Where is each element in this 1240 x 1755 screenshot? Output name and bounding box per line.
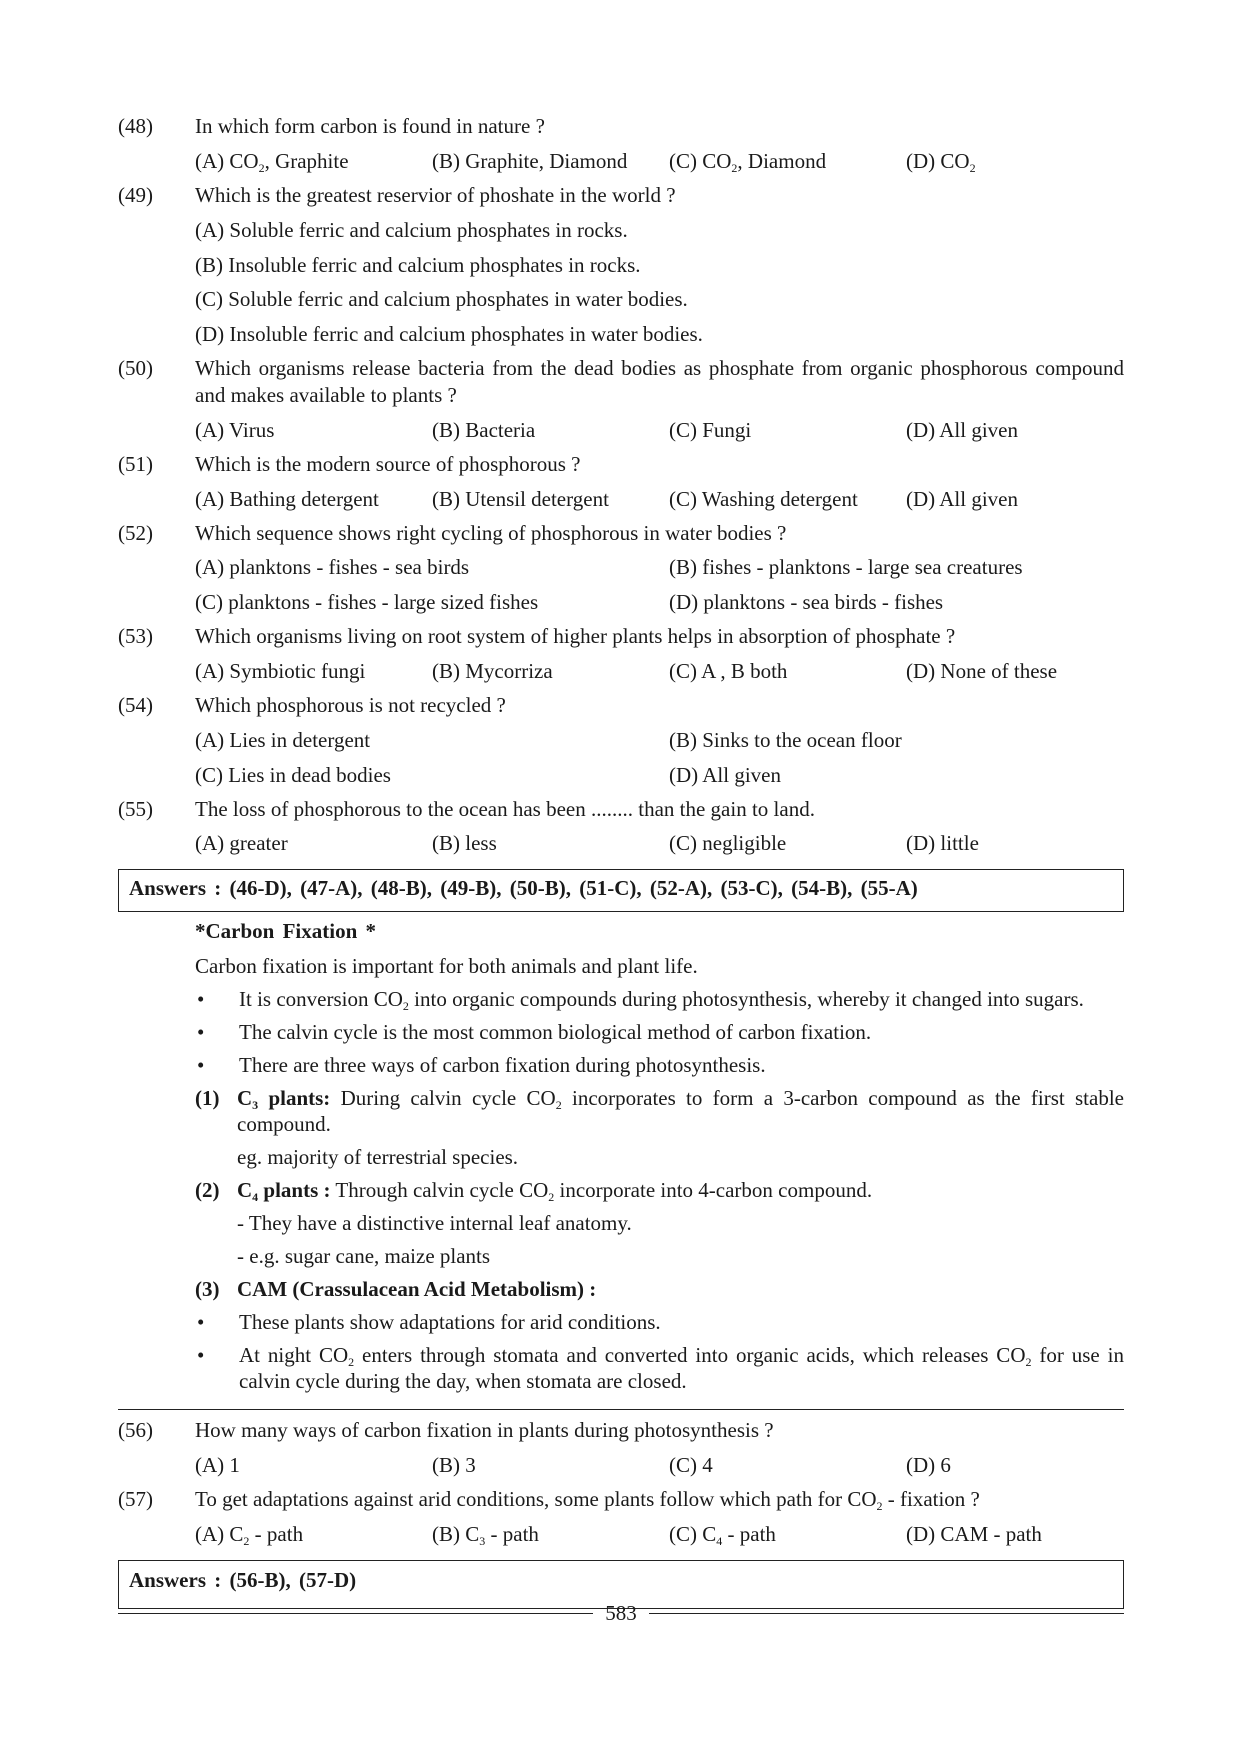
bullet-text: There are three ways of carbon fixation during photosynthesis. (239, 1052, 766, 1077)
bullet-item (195, 1309, 1124, 1336)
question-number: (52) (118, 520, 153, 545)
option-d: (D) All given (669, 762, 781, 787)
numbered-item-c4 (195, 1177, 1124, 1204)
option-b: (B) $C_3$ - path (432, 1521, 539, 1548)
option-c: (C) $C_4$ - path (669, 1521, 776, 1548)
option-a: (A) greater (195, 831, 288, 856)
footer-rule (649, 1613, 1124, 1614)
question-number: (49) (118, 182, 153, 207)
page-number: 583 (605, 1600, 637, 1625)
question-number: (51) (118, 451, 153, 476)
option-c: (C) Washing detergent (669, 486, 858, 511)
bullet-text: The calvin cycle is the most common biological method of carbon fixation. (239, 1019, 872, 1044)
option-a: (A) planktons - fishes - sea birds (195, 555, 470, 580)
item-number: (3) (195, 1276, 220, 1301)
question-number: (50) (118, 356, 153, 381)
option-a: (A) Lies in detergent (195, 727, 371, 752)
item-text: $C_3$ plants: During calvin cycle $CO_2$ incorporates to form a 3-carbon compound as the first stable compound. (237, 1085, 1124, 1137)
option-b: (B) Graphite, Diamond (432, 148, 628, 173)
question-text: Which organisms living on root system of higher plants helps in absorption of phosphate ? (195, 624, 956, 649)
option-d: (D) All given (906, 417, 1018, 442)
question-text: Which sequence shows right cycling of phosphorous in water bodies ? (195, 520, 787, 545)
options-51 (195, 486, 1124, 513)
question-56 (118, 1417, 1124, 1444)
options-52-row1 (195, 554, 1124, 581)
option-d: (D) planktons - sea birds - fishes (669, 590, 944, 615)
item-text: $C_4$ plants : Through calvin cycle $CO_2$ incorporate into 4-carbon compound. (237, 1178, 873, 1205)
question-number: (56) (118, 1418, 153, 1443)
option-b: (B) Mycorriza (432, 659, 553, 683)
bullet-text: It is conversion $CO_2$ into organic compounds during photosynthesis, whereby it changed into sugars. (239, 986, 1084, 1013)
option-a: (A) Virus (195, 417, 275, 442)
question-52 (118, 520, 1124, 547)
item-number: (2) (195, 1178, 220, 1203)
option-b: (B) less (432, 831, 497, 856)
section-heading: *Carbon Fixation * (195, 919, 377, 944)
bullet-item (195, 1019, 1124, 1046)
option-d: (D) 6 (906, 1453, 951, 1478)
question-53 (118, 623, 1124, 650)
question-text: Which organisms release bacteria from the dead bodies as phosphate from organic phosphorous compound and makes available to plants ? (195, 356, 1124, 407)
question-text: Which is the greatest reservior of phoshate in the world ? (195, 182, 676, 207)
options-52-row2 (195, 589, 1124, 616)
options-56 (195, 1452, 1124, 1479)
detail-text: - They have a distinctive internal leaf anatomy. (237, 1211, 632, 1235)
example-text: - e.g. sugar cane, maize plants (237, 1243, 491, 1268)
question-55 (118, 796, 1124, 823)
question-text: Which phosphorous is not recycled ? (195, 692, 506, 717)
options-54-row2 (195, 762, 1124, 789)
options-54-row1 (195, 727, 1124, 754)
question-text: In which form carbon is found in nature ? (195, 114, 545, 138)
option-d: (D) CAM - path (906, 1521, 1042, 1546)
carbon-fixation-notes (195, 918, 1124, 1395)
bullet-text: At night $CO_2$ enters through stomata and converted into organic acids, which releases $CO_2$ for use in calvin cycle during the day, when stomata are closed. (239, 1342, 1124, 1394)
question-50 (118, 355, 1124, 409)
option-d: (D) All given (906, 486, 1018, 511)
options-48 (195, 148, 1124, 175)
bullet-icon: • (197, 1342, 205, 1367)
option-a: (A) Soluble ferric and calcium phosphates in rocks. (195, 217, 628, 242)
question-text: Which is the modern source of phosphorous ? (195, 451, 581, 476)
option-c: (C) 4 (669, 1453, 713, 1478)
answers-box: Answers : (56-B), (57-D) (118, 1560, 1124, 1609)
question-text: The loss of phosphorous to the ocean has been ........ than the gain to land. (195, 796, 815, 821)
option-c: (C) Lies in dead bodies (195, 762, 391, 787)
options-57 (195, 1521, 1124, 1548)
option-c: (C) Soluble ferric and calcium phosphates in water bodies. (195, 287, 688, 312)
question-number: (54) (118, 692, 153, 717)
question-number: (53) (118, 624, 153, 649)
option-d: (D) Insoluble ferric and calcium phosphates in water bodies. (195, 322, 703, 347)
options-53 (195, 658, 1124, 685)
answers-box: Answers : (46-D), (47-A), (48-B), (49-B), (50-B), (51-C), (52-A), (53-C), (54-B), (55-A) (118, 869, 1124, 912)
divider (118, 1409, 1124, 1410)
example-text: eg. majority of terrestrial species. (237, 1145, 519, 1170)
option-c: (C) $CO_2$, Diamond (669, 148, 827, 175)
option-d: (D) $CO_2$ (906, 148, 976, 175)
option-b: (B) Utensil detergent (432, 486, 609, 511)
option-c: (C) Fungi (669, 417, 752, 442)
option-c: (C) negligible (669, 831, 787, 856)
question-57 (118, 1486, 1124, 1513)
options-50 (195, 417, 1124, 444)
option-b: (B) Bacteria (432, 417, 536, 442)
bullet-text: These plants show adaptations for arid conditions. (239, 1309, 661, 1334)
option-a: (A) Symbiotic fungi (195, 659, 366, 683)
option-a: (A) 1 (195, 1453, 240, 1478)
bullet-icon: • (197, 986, 205, 1011)
numbered-item-cam (195, 1276, 1124, 1303)
option-b: (B) fishes - planktons - large sea creatures (669, 555, 1023, 580)
bullet-item (195, 986, 1124, 1013)
option-d: (D) little (906, 831, 979, 856)
numbered-item-c3 (195, 1085, 1124, 1139)
item-number: (1) (195, 1085, 220, 1110)
option-c: (C) planktons - fishes - large sized fishes (195, 590, 539, 615)
bullet-icon: • (197, 1309, 205, 1334)
option-d: (D) None of these (906, 659, 1058, 683)
option-b: (B) Insoluble ferric and calcium phosphates in rocks. (195, 252, 641, 277)
page-footer (118, 1598, 1124, 1628)
intro-text: Carbon fixation is important for both animals and plant life. (195, 954, 698, 978)
question-text: How many ways of carbon fixation in plants during photosynthesis ? (195, 1418, 774, 1443)
question-51 (118, 451, 1124, 478)
question-54 (118, 692, 1124, 719)
question-text: To get adaptations against arid conditions, some plants follow which path for $CO_2$ - fixation ? (195, 1487, 980, 1513)
question-48 (118, 113, 1124, 140)
question-49 (118, 182, 1124, 209)
question-number: (55) (118, 796, 153, 821)
option-a: (A) $C_2$ - path (195, 1521, 304, 1548)
question-number: (48) (118, 114, 153, 138)
bullet-item (195, 1052, 1124, 1079)
question-number: (57) (118, 1487, 153, 1511)
page-content (118, 106, 1124, 1609)
bullet-icon: • (197, 1052, 205, 1077)
options-55 (195, 830, 1124, 857)
option-c: (C) A , B both (669, 659, 788, 683)
bullet-item (195, 1342, 1124, 1396)
option-a: (A) $CO_2$, Graphite (195, 148, 349, 175)
option-a: (A) Bathing detergent (195, 486, 379, 511)
bullet-icon: • (197, 1019, 205, 1044)
option-b: (B) 3 (432, 1453, 476, 1478)
footer-rule (118, 1613, 593, 1614)
option-b: (B) Sinks to the ocean floor (669, 727, 902, 752)
item-text: CAM (Crassulacean Acid Metabolism) : (237, 1276, 597, 1301)
